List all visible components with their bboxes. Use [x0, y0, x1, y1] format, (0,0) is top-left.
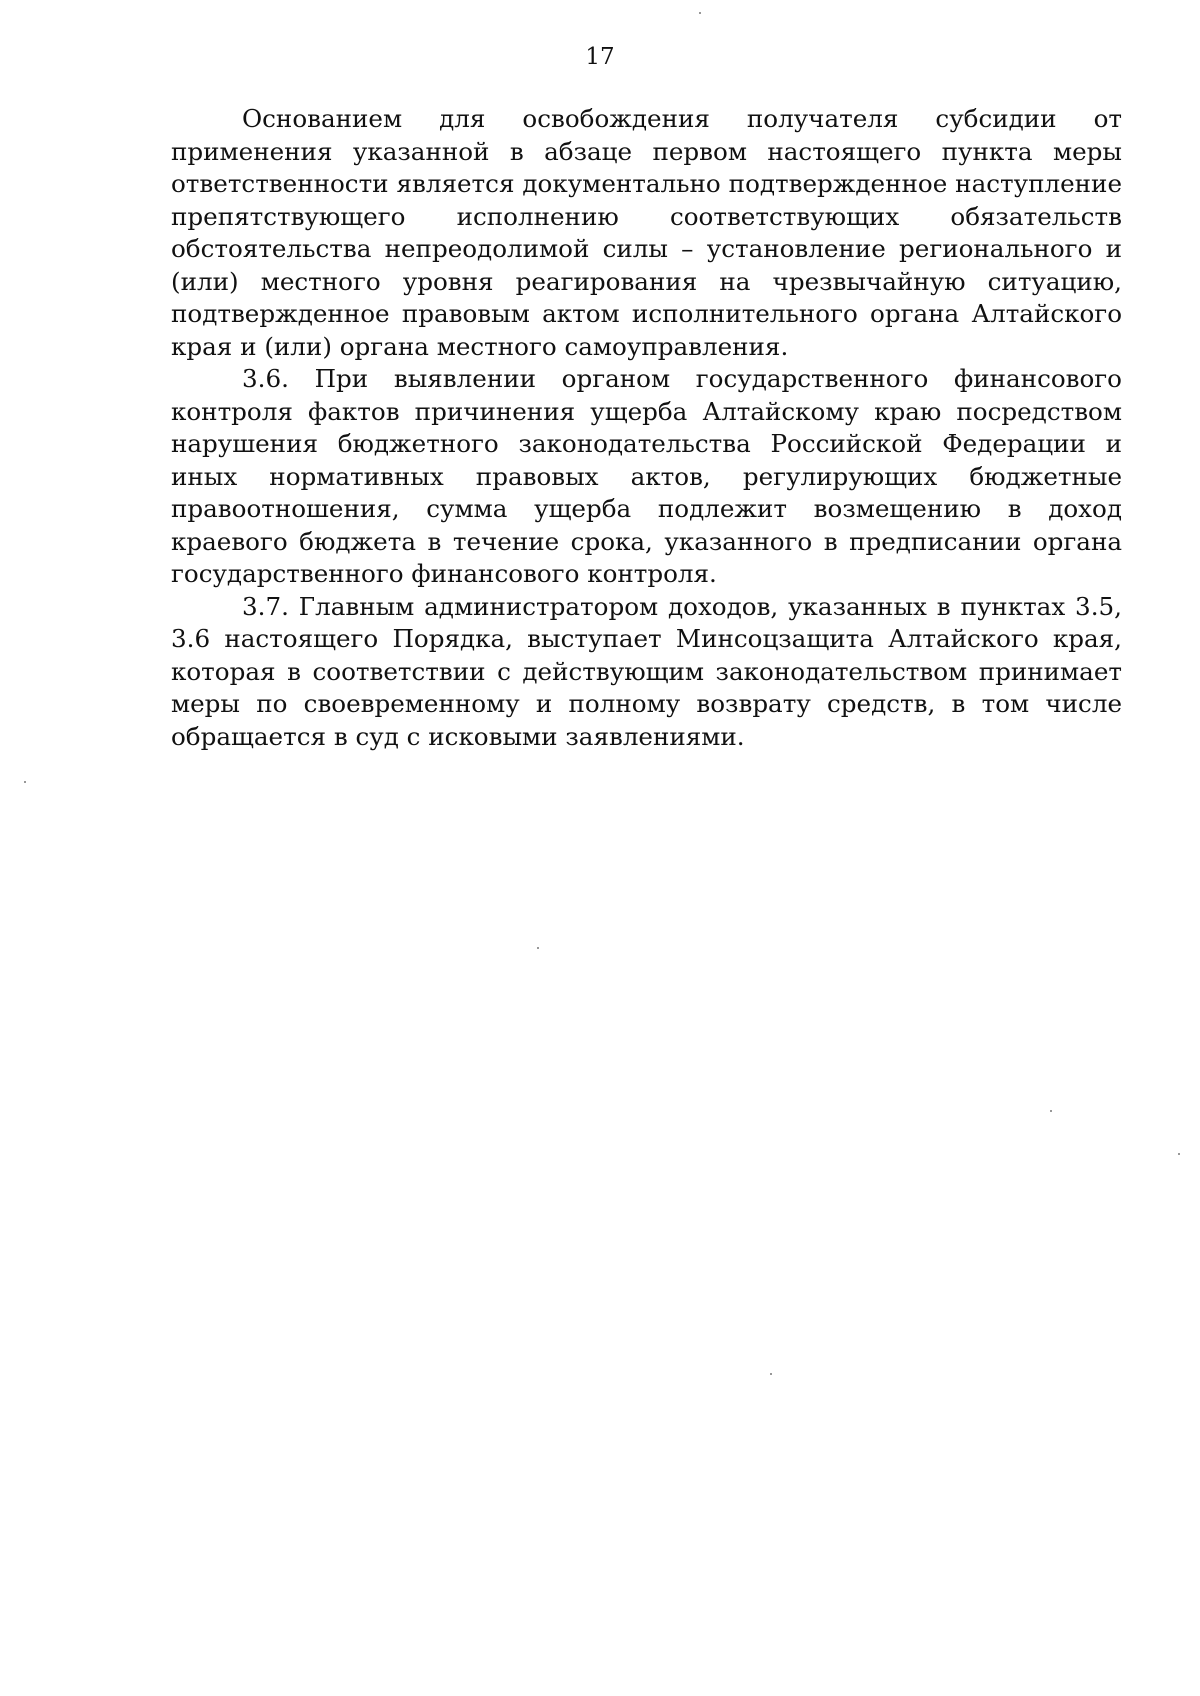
scan-speck	[699, 12, 701, 14]
scan-speck	[1178, 1153, 1180, 1155]
scan-speck	[24, 781, 26, 783]
page-number: 17	[585, 44, 615, 70]
paragraph-3-7: 3.7. Главным администратором доходов, указанных в пунктах 3.5, 3.6 настоящего Порядка, выступает Минсоцзащита Алтайского края, которая в соответствии с действующим законодательством принимает меры по своевременному и полному возврату средств, в том числе обращается в суд с исковыми заявлениями.	[171, 591, 1122, 751]
document-body	[171, 103, 1122, 753]
paragraph-force-majeure: Основанием для освобождения получателя субсидии от применения указанной в абзаце первом настоящего пункта меры ответственности является документально подтвержденное наступление препятствующего исполнению соответствующих обязательств обстоятельства непреодолимой силы – установление регионального и (или) местного уровня реагирования на чрезвычайную ситуацию, подтвержденное правовым актом исполнительного органа Алтайского края и (или) органа местного самоуправления.	[171, 104, 1122, 361]
scan-speck	[537, 947, 539, 949]
scan-speck	[1050, 1110, 1052, 1112]
scan-speck	[770, 1373, 772, 1375]
paragraph-3-6: 3.6. При выявлении органом государственного финансового контроля фактов причинения ущерба Алтайскому краю посредством нарушения бюджетного законодательства Российской Федерации и иных нормативных правовых актов, регулирующих бюджетные правоотношения, сумма ущерба подлежит возмещению в доход краевого бюджета в течение срока, указанного в предписании органа государственного финансового контроля.	[171, 364, 1122, 588]
